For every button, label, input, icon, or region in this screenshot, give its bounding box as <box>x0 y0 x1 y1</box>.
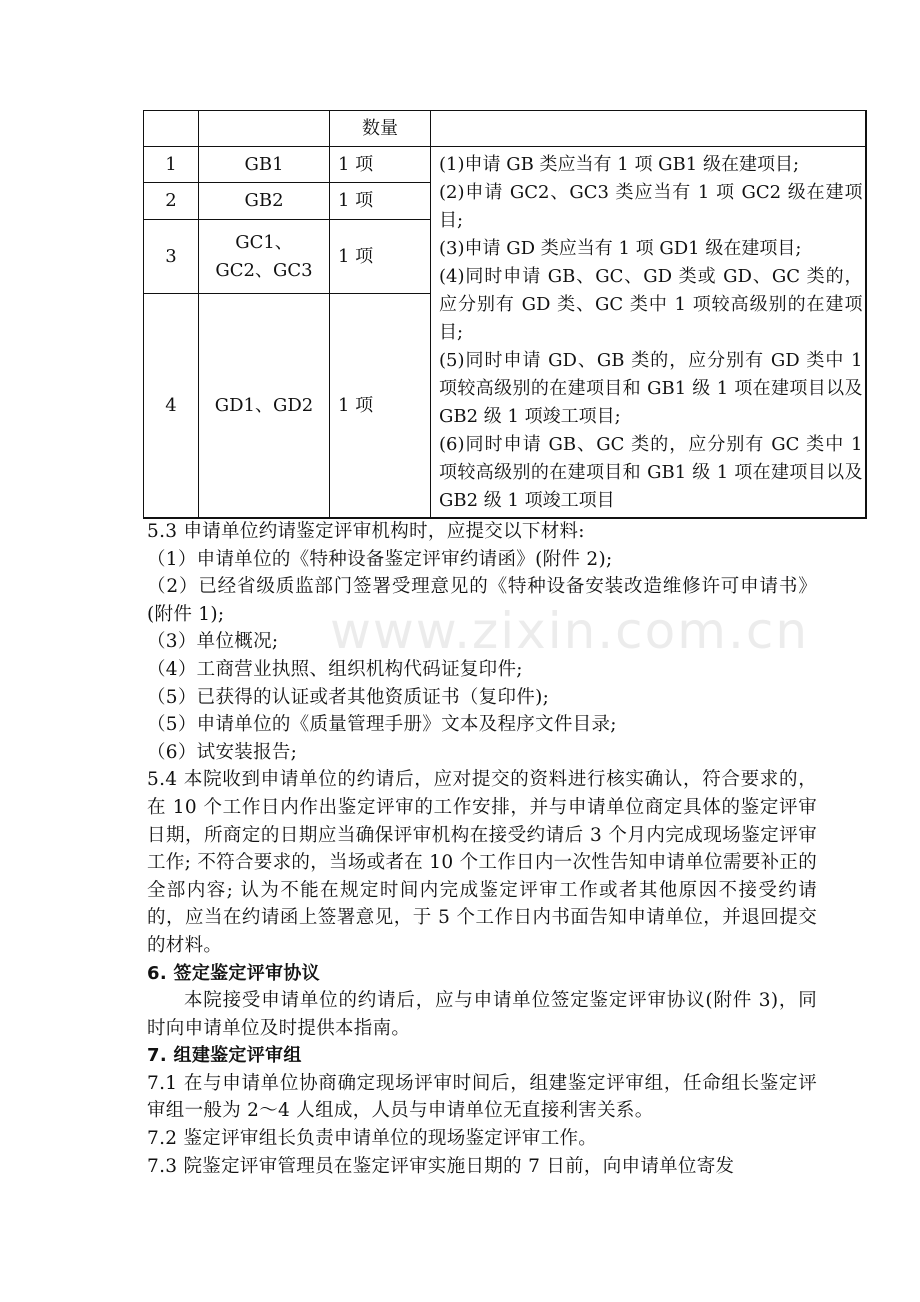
note-item: (1)申请 GB 类应当有 1 项 GB1 级在建项目; <box>439 154 800 175</box>
note-item: (3)申请 GD 类应当有 1 项 GD1 级在建项目; <box>439 238 802 259</box>
list-item: （1）申请单位的《特种设备鉴定评审约请函》(附件 2); <box>147 548 613 570</box>
row-quantity: 1 项 <box>330 183 431 219</box>
document-body <box>147 518 817 1180</box>
note-item: (4)同时申请 GB、GC、GD 类或 GD、GC 类的，应分别有 GD 类、GC 类中 1 项较高级别的在建项目; <box>439 266 863 343</box>
watermark: www.zixin.com.cn <box>330 602 810 660</box>
row-code: GD1、GD2 <box>199 294 330 518</box>
table-header-row <box>144 111 866 147</box>
list-item: （4）工商营业执照、组织机构代码证复印件; <box>147 658 523 680</box>
section-7-2-paragraph: 7.2 鉴定评审组长负责申请单位的现场鉴定评审工作。 <box>147 1128 598 1150</box>
list-item: （5）已获得的认证或者其他资质证书（复印件); <box>147 686 550 708</box>
requirements-table <box>143 110 867 519</box>
row-quantity: 1 项 <box>330 219 431 294</box>
table-row <box>144 147 866 183</box>
section-7-heading: 7. 组建鉴定评审组 <box>147 1045 302 1067</box>
row-number: 3 <box>144 219 199 294</box>
header-cell-4 <box>431 111 866 147</box>
requirements-notes-cell <box>431 147 866 519</box>
section-7-1-paragraph: 7.1 在与申请单位协商确定现场评审时间后，组建鉴定评审组，任命组长鉴定评审组一般为 2～4 人组成，人员与申请单位无直接利害关系。 <box>147 1072 817 1122</box>
row-code: GC1、GC2、GC3 <box>199 219 330 294</box>
note-item: (5)同时申请 GD、GB 类的，应分别有 GD 类中 1 项较高级别的在建项目和 GB1 级 1 项在建项目以及 GB2 级 1 项竣工项目; <box>439 350 863 427</box>
row-number: 4 <box>144 294 199 518</box>
list-item: （3）单位概况; <box>147 631 279 653</box>
row-number: 2 <box>144 183 199 219</box>
row-quantity: 1 项 <box>330 294 431 518</box>
row-code: GB2 <box>199 183 330 219</box>
header-cell-quantity: 数量 <box>330 111 431 147</box>
list-item: （6）试安装报告; <box>147 741 298 763</box>
header-cell-2 <box>199 111 330 147</box>
section-7-3-paragraph: 7.3 院鉴定评审管理员在鉴定评审实施日期的 7 日前，向申请单位寄发 <box>147 1155 735 1177</box>
section-6-paragraph: 本院接受申请单位的约请后，应与申请单位签定鉴定评审协议(附件 3)，同时向申请单位及时提供本指南。 <box>147 990 817 1039</box>
section-5-4-paragraph: 5.4 本院收到申请单位的约请后，应对提交的资料进行核实确认，符合要求的，在 10 个工作日内作出鉴定评审的工作安排，并与申请单位商定具体的鉴定评审日期，所商定的日期应当确保评审机构在接受约请后 3 个月内完成现场鉴定评审工作; 不符合要求的，当场或者在 10 个工作日内一次性告知申请单位需要补正的全部内容; 认为不能在规定时间内完成鉴定评审工作或者其他原因不接受约请的，应当在约请函上签署意见，于 5 个工作日内书面告知申请单位，并退回提交的材料。 <box>147 769 817 956</box>
section-6-heading: 6. 签定鉴定评审协议 <box>147 962 320 984</box>
list-item: （5）申请单位的《质量管理手册》文本及程序文件目录; <box>147 714 617 736</box>
row-quantity: 1 项 <box>330 147 431 183</box>
note-item: (6)同时申请 GB、GC 类的，应分别有 GC 类中 1 项较高级别的在建项目和 GB1 级 1 项在建项目以及 GB2 级 1 项竣工项目 <box>439 434 863 511</box>
section-5-3-intro: 5.3 申请单位约请鉴定评审机构时，应提交以下材料: <box>147 521 585 542</box>
list-item: （2）已经省级质监部门签署受理意见的《特种设备安装改造维修许可申请书》(附件 1); <box>147 576 817 625</box>
header-cell-1 <box>144 111 199 147</box>
row-number: 1 <box>144 147 199 183</box>
note-item: (2)申请 GC2、GC3 类应当有 1 项 GC2 级在建项目; <box>439 182 863 231</box>
row-code: GB1 <box>199 147 330 183</box>
